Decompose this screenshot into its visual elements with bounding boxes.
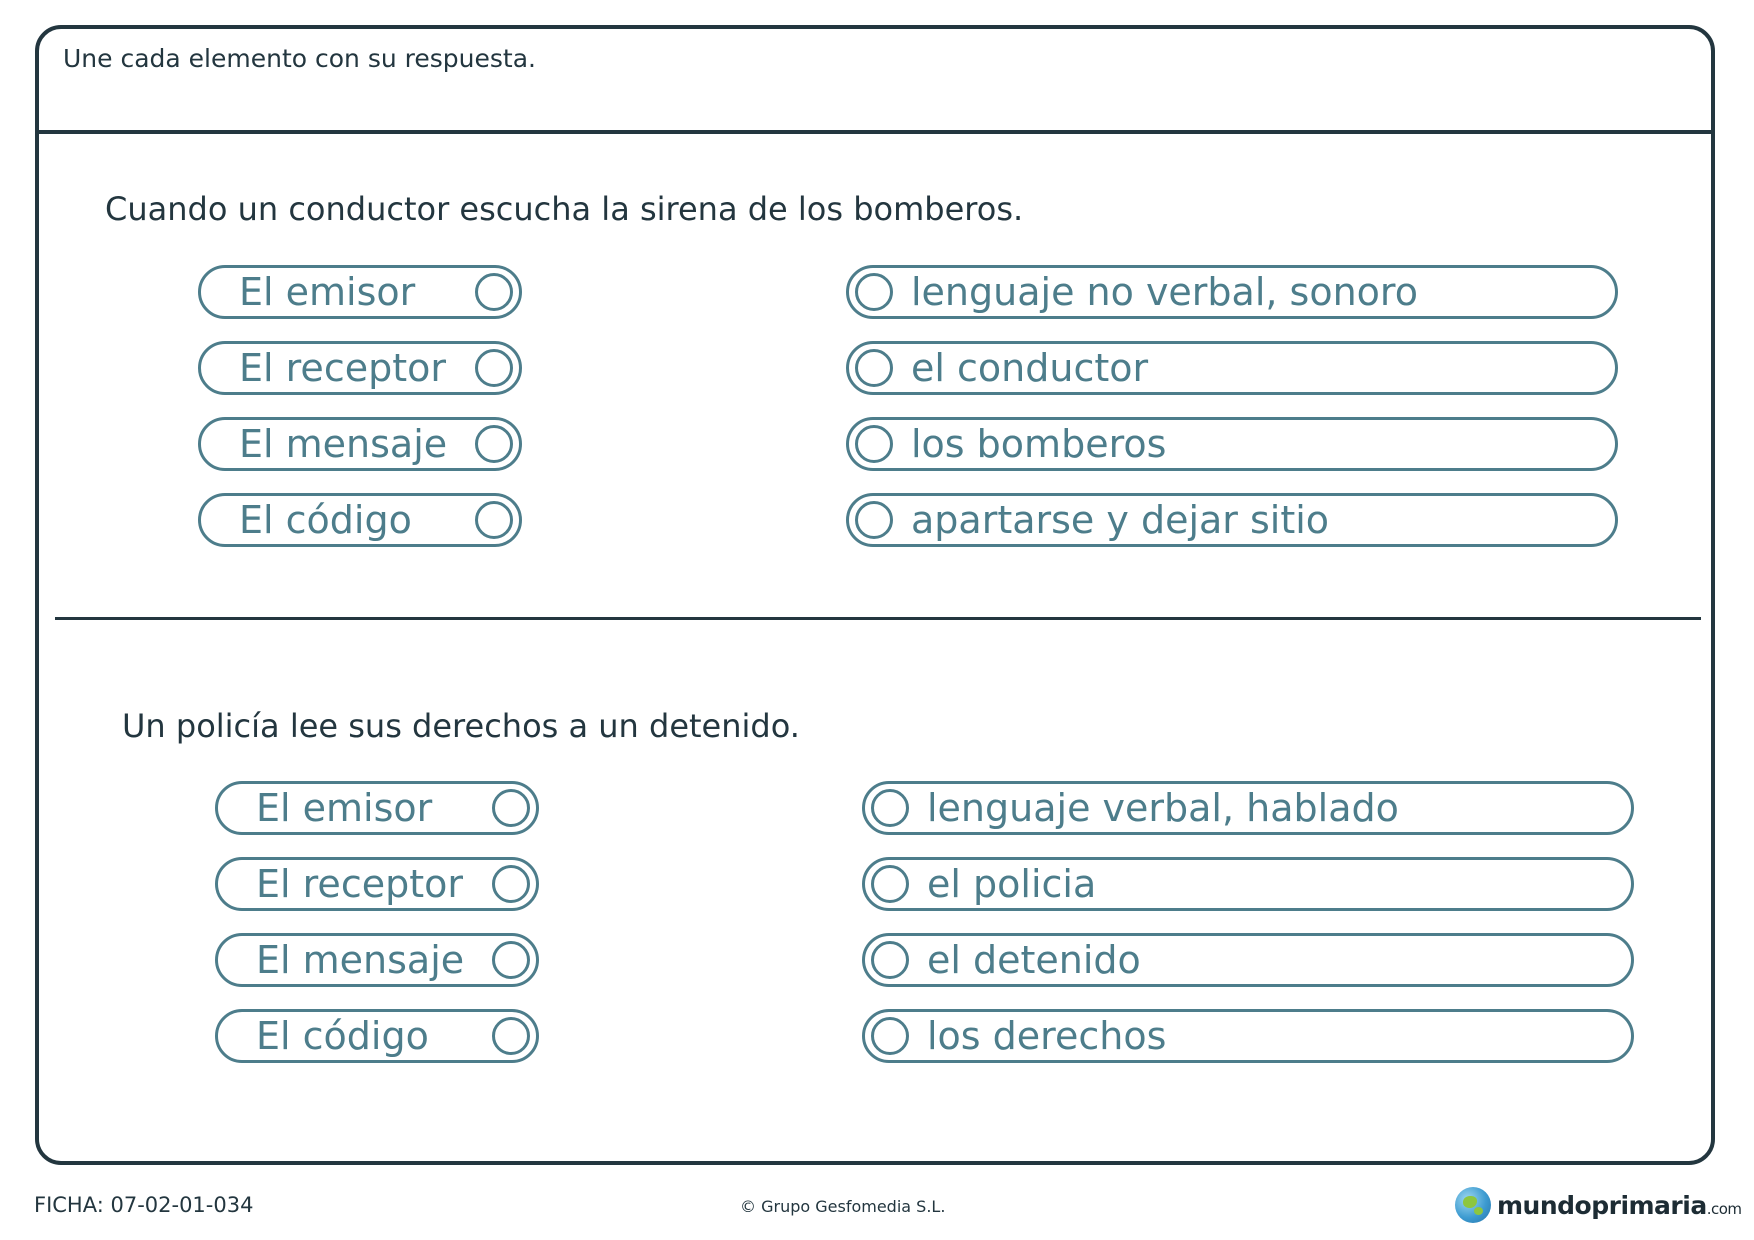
option-label: El código xyxy=(239,498,412,542)
option-label: El receptor xyxy=(239,346,446,390)
circle-icon[interactable] xyxy=(492,1017,530,1055)
option-label: lenguaje verbal, hablado xyxy=(927,786,1399,830)
instruction-text: Une cada elemento con su respuesta. xyxy=(63,44,536,73)
circle-icon[interactable] xyxy=(871,789,909,827)
circle-icon[interactable] xyxy=(492,941,530,979)
exercise-1-left-option[interactable] xyxy=(198,341,522,395)
option-label: El código xyxy=(256,1014,429,1058)
copyright-text: © Grupo Gesfomedia S.L. xyxy=(740,1197,946,1216)
circle-icon[interactable] xyxy=(475,425,513,463)
option-label: El emisor xyxy=(256,786,433,830)
circle-icon[interactable] xyxy=(871,1017,909,1055)
section-divider xyxy=(55,617,1701,620)
option-label: El mensaje xyxy=(256,938,465,982)
exercise-2-right-option[interactable] xyxy=(862,857,1634,911)
option-label: el conductor xyxy=(911,346,1149,390)
exercise-1-question: Cuando un conductor escucha la sirena de los bomberos. xyxy=(105,190,1024,228)
circle-icon[interactable] xyxy=(475,273,513,311)
exercise-1-left-option[interactable] xyxy=(198,265,522,319)
exercise-1-right-option[interactable] xyxy=(846,493,1618,547)
ficha-code: FICHA: 07-02-01-034 xyxy=(34,1193,254,1217)
exercise-1-right-option[interactable] xyxy=(846,265,1618,319)
option-label: apartarse y dejar sitio xyxy=(911,498,1330,542)
option-label: el policia xyxy=(927,862,1097,906)
option-label: los derechos xyxy=(927,1014,1167,1058)
circle-icon[interactable] xyxy=(475,501,513,539)
circle-icon[interactable] xyxy=(871,941,909,979)
exercise-2-left-option[interactable] xyxy=(215,1009,539,1063)
logo-main: mundoprimaria xyxy=(1497,1190,1707,1220)
exercise-2-left-option[interactable] xyxy=(215,781,539,835)
option-label: los bomberos xyxy=(911,422,1167,466)
logo-domain: .com xyxy=(1706,1199,1742,1218)
logo-text xyxy=(1497,1191,1742,1220)
exercise-2-right-option[interactable] xyxy=(862,781,1634,835)
exercise-2-right-option[interactable] xyxy=(862,1009,1634,1063)
option-label: El emisor xyxy=(239,270,416,314)
option-label: lenguaje no verbal, sonoro xyxy=(911,270,1418,314)
circle-icon[interactable] xyxy=(855,273,893,311)
mundoprimaria-logo[interactable] xyxy=(1455,1187,1742,1223)
exercise-1-right-option[interactable] xyxy=(846,417,1618,471)
circle-icon[interactable] xyxy=(871,865,909,903)
circle-icon[interactable] xyxy=(492,865,530,903)
circle-icon[interactable] xyxy=(855,425,893,463)
circle-icon[interactable] xyxy=(855,501,893,539)
exercise-2-left-option[interactable] xyxy=(215,857,539,911)
circle-icon[interactable] xyxy=(492,789,530,827)
circle-icon[interactable] xyxy=(475,349,513,387)
option-label: El receptor xyxy=(256,862,463,906)
exercise-1-left-option[interactable] xyxy=(198,493,522,547)
exercise-1-right-option[interactable] xyxy=(846,341,1618,395)
exercise-1-left-option[interactable] xyxy=(198,417,522,471)
circle-icon[interactable] xyxy=(855,349,893,387)
option-label: El mensaje xyxy=(239,422,448,466)
exercise-2-left-option[interactable] xyxy=(215,933,539,987)
option-label: el detenido xyxy=(927,938,1141,982)
exercise-2-question: Un policía lee sus derechos a un detenido. xyxy=(122,707,800,745)
globe-icon xyxy=(1455,1187,1491,1223)
header-divider xyxy=(35,130,1715,134)
exercise-2-right-option[interactable] xyxy=(862,933,1634,987)
